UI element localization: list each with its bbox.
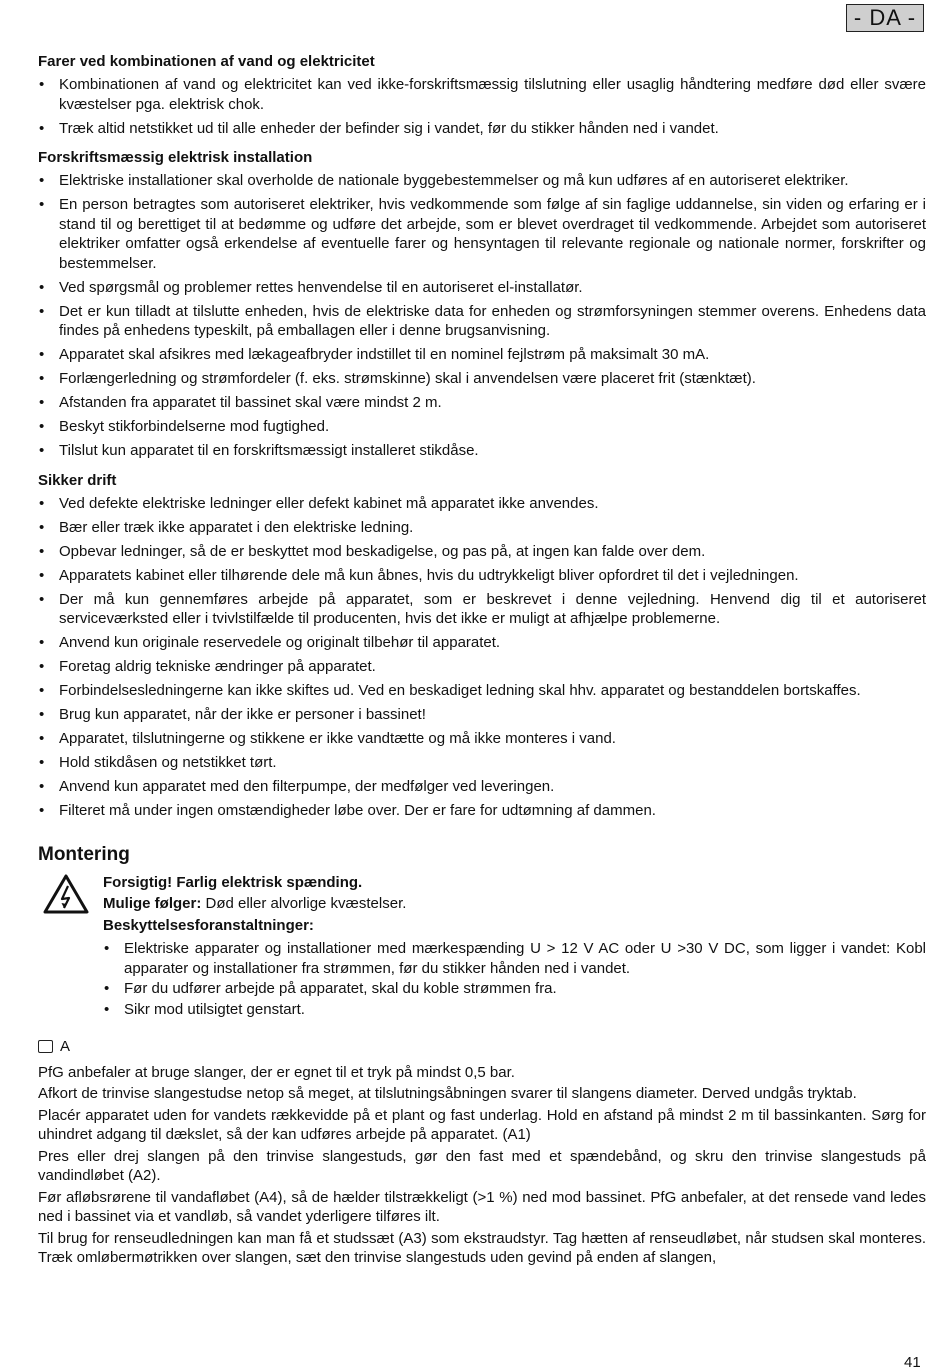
electrical-warning-block bbox=[38, 873, 926, 1020]
warning-measures-list bbox=[103, 939, 926, 1019]
list-item: • Anvend kun originale reservedele og originalt tilbehør til apparatet. bbox=[38, 633, 926, 653]
list-item: • Anvend kun apparatet med den filterpumpe, der medfølger ved leveringen. bbox=[38, 777, 926, 797]
warning-consequences bbox=[103, 894, 926, 914]
warning-consequences-label: Mulige følger: bbox=[103, 895, 202, 912]
list-item: • Apparatet, tilslutningerne og stikkene er ikke vandtætte og må ikke monteres i vand. bbox=[38, 729, 926, 749]
high-voltage-warning-icon bbox=[42, 873, 90, 915]
list-item: • Filteret må under ingen omstændigheder løbe over. Der er fare for udtømning af dammen. bbox=[38, 801, 926, 821]
list-item: • Det er kun tilladt at tilslutte enheden, hvis de elektriske data for enheden og strømforsyningen stemmer overens. Enhedens data findes på enhedens typeskilt, på emballagen eller i denne brugsanvisning. bbox=[38, 302, 926, 341]
list-item: • Beskyt stikforbindelserne mod fugtighed. bbox=[38, 417, 926, 437]
list-item: • Elektriske apparater og installationer med mærkespænding U > 12 V AC oder U >30 V DC, som ligger i vandet: Kobl apparater og installationer fra strømmen, før du stikker hånden ned i vandet. bbox=[103, 939, 926, 978]
list-item: • Tilslut kun apparatet til en forskriftsmæssigt installeret stikdåse. bbox=[38, 441, 926, 461]
bullet-list-safe-operation bbox=[38, 494, 926, 821]
list-item: • Hold stikdåsen og netstikket tørt. bbox=[38, 753, 926, 773]
paragraph: Før afløbsrørene til vandafløbet (A4), så de hælder tilstrækkeligt (>1 %) ned mod bassinet. PfG anbefaler, at det rensede vand ledes ned i bassinet via et vandløb, så vandet yderligere tilføres ilt. bbox=[38, 1188, 926, 1225]
list-item: • Brug kun apparatet, når der ikke er personer i bassinet! bbox=[38, 705, 926, 725]
list-item: • Kombinationen af vand og elektricitet kan ved ikke-forskriftsmæssig tilslutning eller usaglig håndtering medføre død eller svære kvæstelser pga. elektrisk chok. bbox=[38, 75, 926, 114]
warning-measures-label: Beskyttelsesforanstaltninger: bbox=[103, 916, 314, 934]
montering-heading: Montering bbox=[38, 843, 130, 865]
page-number: 41 bbox=[904, 1354, 921, 1371]
list-item: • Der må kun gennemføres arbejde på apparatet, som er beskrevet i denne vejledning. Henvend dig til et autoriseret serviceværksted eller i tvivlstilfælde til producenten, hvis det ikke er muligt at afhjælpe problemerne. bbox=[38, 590, 926, 629]
figure-page-icon bbox=[38, 1040, 53, 1053]
figure-reference bbox=[38, 1037, 926, 1057]
list-item: • Før du udfører arbejde på apparatet, skal du koble strømmen fra. bbox=[103, 979, 926, 999]
figure-reference-label: A bbox=[60, 1038, 71, 1055]
list-item: • Apparatets kabinet eller tilhørende dele må kun åbnes, hvis du udtrykkeligt bliver opfordret til det i vejledningen. bbox=[38, 566, 926, 586]
list-item: • Apparatet skal afsikres med lækageafbryder indstillet til en nominel fejlstrøm på maksimalt 30 mA. bbox=[38, 345, 926, 365]
paragraph: Placér apparatet uden for vandets rækkevidde på et plant og fast underlag. Hold en afstand på mindst 2 m til bassinkanten. Sørg for uhindret adgang til dækslet, så der kan udføres arbejde på apparatet. (A1) bbox=[38, 1106, 926, 1143]
paragraph: Pres eller drej slangen på den trinvise slangestuds, gør den fast med et spændebånd, og skru den trinvise slangestuds på vandindløbet (A2). bbox=[38, 1147, 926, 1184]
list-item: • Ved spørgsmål og problemer rettes henvendelse til en autoriseret el-installatør. bbox=[38, 278, 926, 298]
section-title-safe-operation: Sikker drift bbox=[38, 471, 117, 489]
section-title-electrical-installation: Forskriftsmæssig elektrisk installation bbox=[38, 149, 313, 166]
list-item: • Opbevar ledninger, så de er beskyttet mod beskadigelse, og pas på, at ingen kan falde over dem. bbox=[38, 542, 926, 562]
list-item: • Elektriske installationer skal overholde de nationale byggebestemmelser og må kun udføres af en autoriseret elektriker. bbox=[38, 171, 926, 191]
language-tag: - DA - bbox=[846, 4, 924, 32]
list-item: • Træk altid netstikket ud til alle enheder der befinder sig i vandet, før du stikker hånden ned i vandet. bbox=[38, 119, 926, 139]
paragraph: PfG anbefaler at bruge slanger, der er egnet til et tryk på mindst 0,5 bar. bbox=[38, 1063, 515, 1081]
paragraph: Til brug for renseudledningen kan man få et studssæt (A3) som ekstraudstyr. Tag hætten af renseudløbet, når studsen skal monteres. Træk omløbermøtrikken over slangen, sæt den trinvise slangestuds uden gevind på enden af slangen, bbox=[38, 1229, 926, 1266]
section-title-water-electricity: Farer ved kombinationen af vand og elektricitet bbox=[38, 53, 375, 70]
list-item: • Forbindelsesledningerne kan ikke skiftes ud. Ved en beskadiget ledning skal hhv. apparatet og bestanddelen bortskaffes. bbox=[38, 681, 926, 701]
list-item: • Forlængerledning og strømfordeler (f. eks. strømskinne) skal i anvendelsen være placeret frit (stænktæt). bbox=[38, 369, 926, 389]
paragraph: Afkort de trinvise slangestudse netop så meget, at tilslutningsåbningen svarer til slangens diameter. Derved undgås tryktab. bbox=[38, 1085, 857, 1102]
warning-consequences-text: Død eller alvorlige kvæstelser. bbox=[201, 895, 407, 912]
warning-title: Forsigtig! Farlig elektrisk spænding. bbox=[103, 873, 363, 891]
bullet-list-water-electricity bbox=[38, 75, 926, 138]
list-item: • Afstanden fra apparatet til bassinet skal være mindst 2 m. bbox=[38, 393, 926, 413]
list-item: • Bær eller træk ikke apparatet i den elektriske ledning. bbox=[38, 518, 926, 538]
page-content bbox=[38, 52, 926, 1270]
list-item: • Ved defekte elektriske ledninger eller defekt kabinet må apparatet ikke anvendes. bbox=[38, 494, 926, 514]
bullet-list-electrical-installation bbox=[38, 171, 926, 461]
list-item: • Foretag aldrig tekniske ændringer på apparatet. bbox=[38, 657, 926, 677]
list-item: • Sikr mod utilsigtet genstart. bbox=[103, 1000, 926, 1020]
list-item: • En person betragtes som autoriseret elektriker, hvis vedkommende som følge af sin faglige uddannelse, sin viden og erfaring er i stand til og berettiget til at bedømme og udføre det arbejde, som er blevet overdraget til vedkommende. Arbejdet som autoriseret elektriker omfatter også erkendelse af eventuelle farer og hensyntagen til relevante regionale og nationale normer, forskrifter og bestemmelser. bbox=[38, 195, 926, 273]
